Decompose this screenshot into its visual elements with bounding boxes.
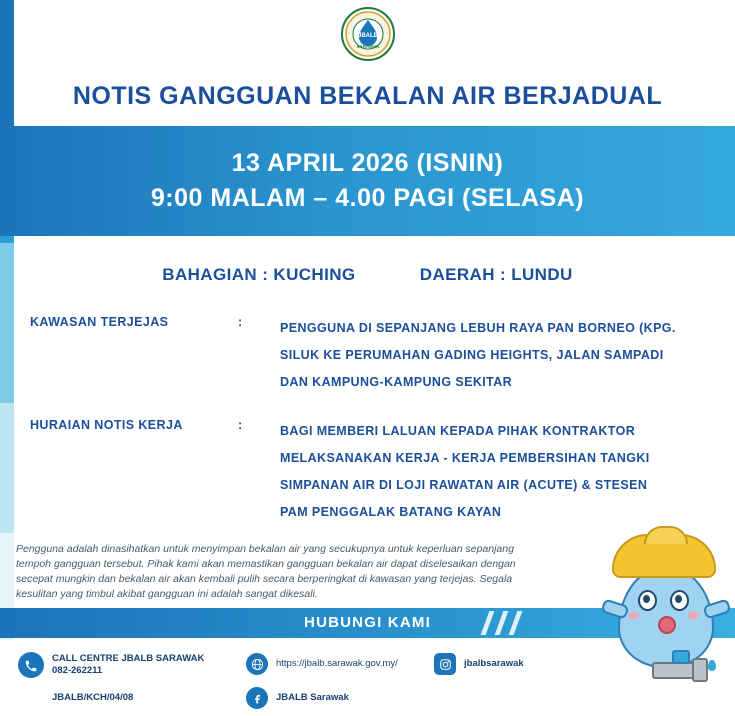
accent-bar-4 [0,403,14,533]
logo-container [0,6,735,67]
detail-value-line: PENGGUNA DI SEPANJANG LEBUH RAYA PAN BORNEO (KPG. [280,321,676,335]
mascot-mouth [658,616,676,634]
svg-text:JBALB: JBALB [357,33,378,39]
mascot-cheek-right [688,612,699,619]
faucet-spout [692,658,708,682]
detail-row-affected-area [30,315,730,405]
phone-icon [18,652,44,678]
detail-label: KAWASAN TERJEJAS [30,315,169,329]
reference-number: JBALB/KCH/04/08 [52,692,134,703]
detail-colon: : [238,315,243,329]
mascot-eye-right [670,590,689,611]
jbalb-logo-icon [340,6,396,62]
detail-label: HURAIAN NOTIS KERJA [30,418,183,432]
outage-date: 13 APRIL 2026 (ISNIN) [231,149,504,177]
contact-band-title: HUBUNGI KAMI [304,614,431,631]
bahagian-label: BAHAGIAN : KUCHING [162,265,356,284]
call-centre-phone: 082-262211 [52,665,103,676]
detail-value [280,315,730,396]
globe-icon [246,653,268,675]
facebook-icon [246,687,268,709]
instagram-icon [434,653,456,675]
mascot-eye-left [638,590,657,611]
decorative-slashes [485,611,555,635]
detail-value [280,418,730,526]
call-centre-label: CALL CENTRE JBALB SARAWAK [52,653,205,664]
date-band [0,126,735,236]
detail-value-line: DAN KAMPUNG-KAMPUNG SEKITAR [280,375,513,389]
daerah-label: DAERAH : LUNDU [419,265,573,284]
detail-value-line: SILUK KE PERUMAHAN GADING HEIGHTS, JALAN SAMPADI [280,348,664,362]
call-centre-block [52,653,242,677]
page-title: NOTIS GANGGUAN BEKALAN AIR BERJADUAL [72,82,663,110]
detail-value-line: BAGI MEMBERI LALUAN KEPADA PIHAK KONTRAKTOR [280,424,636,438]
region-row [0,265,735,285]
mascot-helmet-icon [612,534,716,578]
detail-colon: : [238,418,243,432]
facebook-handle[interactable]: JBALB Sarawak [276,692,349,703]
detail-value-line: PAM PENGGALAK BATANG KAYAN [280,505,502,519]
svg-text:SARAWAK: SARAWAK [355,44,380,49]
detail-row-work-description [30,418,730,538]
instagram-handle[interactable]: jbalbsarawak [464,658,524,669]
mascot-cheek-left [628,612,639,619]
water-drop [708,660,716,671]
detail-value-line: SIMPANAN AIR DI LOJI RAWATAN AIR (ACUTE) & STESEN [280,478,648,492]
detail-value-line: MELAKSANAKAN KERJA - KERJA PEMBERSIHAN TANGKI [280,451,650,465]
water-droplet-mascot [600,528,735,678]
website-link[interactable]: https://jbalb.sarawak.gov.my/ [276,658,398,669]
outage-time: 9:00 MALAM – 4.00 PAGI (SELASA) [150,184,585,212]
advisory-note: Pengguna adalah dinasihatkan untuk menyimpan bekalan air yang secukupnya untuk keperluan sepanjang tempoh gangguan tersebut. Pihak kami akan memastikan gangguan bekalan air dapat diselesaikan dengan secepat mungkin dan bekalan air akan kembali pulih secara berperingkat di kawasan yang terjejas. Segala kesulitan yang timbul akibat gangguan ini adalah sangat dikesali. [16,543,516,600]
faucet-icon [652,656,722,678]
faucet-handle [672,650,690,664]
